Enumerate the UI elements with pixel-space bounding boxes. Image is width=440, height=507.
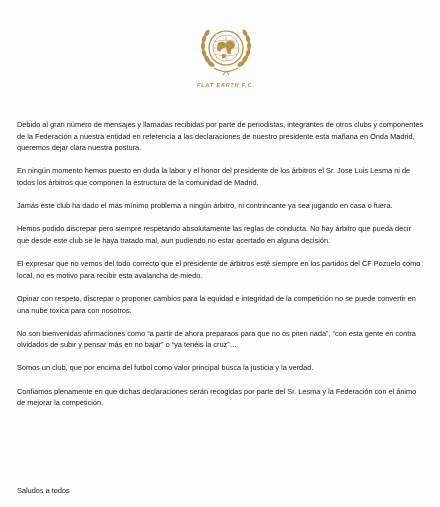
flat-earth-laurel-icon — [196, 13, 256, 81]
paragraph-2: En ningún momento hemos puesto en duda la labor y el honor del presidente de los árbitros el Sr. Jose Luis Lesma ni de todos los árbitros que componen la estructura de la comunidad de Madrid. — [17, 166, 411, 187]
paragraph-3: Jamás este club ha dado el más mínimo problema a ningún árbitro, ni contrincante ya sea jugando en casa o fuera. — [17, 201, 393, 211]
paragraph-9: Confiamos plenamente en que dichas declaraciones serán recogidas por parte del Sr. Lesma y la Federación con el ánimo de mejorar la competición. — [17, 386, 417, 408]
letter-body — [17, 119, 425, 420]
club-name: FLAT EARTH F.C. — [197, 83, 255, 89]
paragraph-6: Opinar con respeto, discrepar o proponer cambios para la equidad e integridad de la competición no se puede convertir en una nube tóxica para con nosotros. — [17, 293, 416, 315]
closing-line: Saludos a todos — [17, 486, 70, 495]
paragraph-5: El expresar que no vemos del todo correcto que el presidente de árbitros esté siempre en los partidos del CF Pozuelo como local, no es motivo para recibir esta avalancha de miedo. — [17, 259, 421, 280]
club-logo — [196, 13, 256, 81]
paragraph-1: Debido al gran número de mensajes y llamadas recibidas por parte de periodistas, integrantes de otros clubs y componentes de la Federación a nuestra entidad en referencia a las declaraciones de nuestro presidente esta mañana en Onda Madrid, queremos dejar clara nuestra postura. — [17, 120, 424, 153]
paragraph-7: No son bienvenidas afirmaciones como “a partir de ahora preparaos para que no os piten nada”, “con esta gente en contra olvidados de subir y pensar más en no bajar” o “ya tenéis la cruz”… — [17, 328, 416, 350]
paragraph-8: Somos un club, que por encima del futbol como valor principal busca la justicia y la verdad. — [17, 363, 314, 373]
paragraph-4: Hemos podido discrepar pero siempre respetando absolutamente las reglas de conducta. No hay árbitro que pueda decir que desde este club se le haya tratado mal, aun pudiendo no estar acertado en alguna decisión. — [17, 224, 411, 245]
